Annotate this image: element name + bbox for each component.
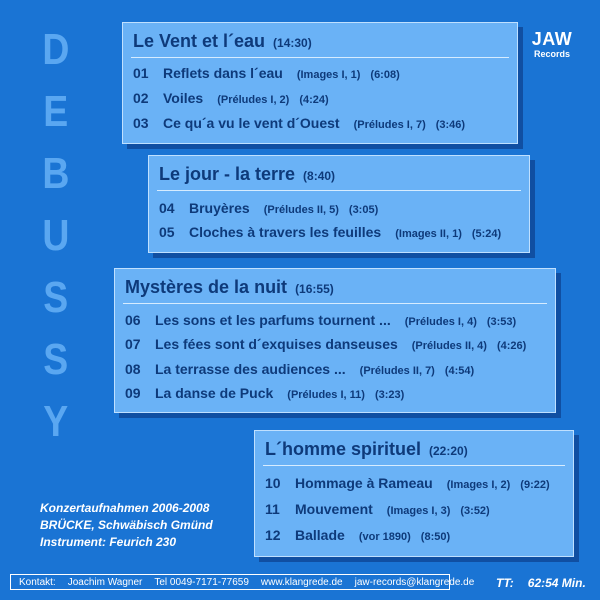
track-title: Mouvement	[295, 501, 373, 517]
track-time: (3:53)	[486, 316, 517, 328]
track-reference: (Préludes I, 4)	[404, 316, 477, 328]
composer-letter: E	[43, 87, 69, 136]
track-time: (8:50)	[420, 531, 451, 543]
section-name: Le jour - la terre	[159, 164, 296, 184]
track-time: (3:46)	[435, 119, 466, 131]
logo-main: JAW	[531, 29, 573, 49]
track-number: 10	[265, 475, 281, 491]
track-title: Ballade	[295, 527, 345, 543]
section-duration: (14:30)	[273, 36, 312, 50]
total-time-label: TT:	[496, 576, 514, 590]
track-row	[265, 501, 490, 517]
divider	[131, 57, 509, 58]
composer-letter: U	[42, 211, 70, 260]
track-number: 04	[159, 200, 175, 216]
track-reference: (Images I, 1)	[296, 69, 361, 81]
track-reference: (Préludes I, 7)	[353, 119, 426, 131]
track-title: Reflets dans l´eau	[163, 65, 283, 81]
track-time: (4:26)	[496, 340, 527, 352]
track-title: Bruyères	[189, 200, 250, 216]
contact-name: Joachim Wagner	[67, 577, 143, 588]
track-title: Voiles	[163, 90, 204, 106]
info-line: BRÜCKE, Schwäbisch Gmünd	[40, 518, 213, 532]
track-title: Cloches à travers les feuilles	[189, 224, 382, 240]
recording-info	[40, 500, 213, 551]
track-reference: (Préludes II, 4)	[411, 340, 487, 352]
track-row	[133, 90, 329, 106]
section-name: Le Vent et l´eau	[133, 31, 266, 51]
section-name: L´homme spirituel	[265, 439, 422, 459]
section-name: Mystères de la nuit	[125, 277, 288, 297]
track-reference: (Préludes II, 7)	[359, 365, 435, 377]
track-number: 07	[125, 336, 141, 352]
total-time-value: 62:54 Min.	[527, 576, 586, 590]
track-row	[265, 527, 450, 543]
track-number: 08	[125, 361, 141, 377]
track-reference: (Images I, 3)	[386, 505, 451, 517]
composer-letter: S	[43, 335, 69, 384]
info-line: Instrument: Feurich 230	[40, 535, 177, 549]
track-number: 06	[125, 312, 141, 328]
logo-sub: Records	[533, 49, 570, 59]
section-box-1	[122, 22, 518, 144]
track-title: Ce qu´a vu le vent d´Ouest	[163, 115, 340, 131]
track-title: Les fées sont d´exquises danseuses	[155, 336, 398, 352]
track-number: 03	[133, 115, 149, 131]
contact-phone: Tel 0049-7171-77659	[154, 577, 249, 588]
track-row	[125, 361, 474, 377]
track-row	[159, 200, 378, 216]
track-row	[133, 115, 465, 131]
divider	[123, 303, 547, 304]
section-title	[125, 277, 334, 298]
section-box-2	[148, 155, 530, 253]
track-time: (3:05)	[348, 204, 379, 216]
track-title: Les sons et les parfums tournent ...	[155, 312, 391, 328]
section-box-3	[114, 268, 556, 413]
track-number: 11	[265, 501, 280, 517]
track-reference: (Préludes II, 5)	[263, 204, 339, 216]
info-line: Konzertaufnahmen 2006-2008	[40, 501, 210, 515]
section-duration: (8:40)	[303, 169, 336, 183]
track-time: (6:08)	[370, 69, 400, 81]
track-reference: (Préludes I, 11)	[287, 389, 365, 401]
track-row	[125, 312, 516, 328]
track-number: 09	[125, 385, 141, 401]
track-title: La terrasse des audiences ...	[155, 361, 346, 377]
track-row	[125, 336, 526, 352]
track-reference: (Images II, 1)	[395, 228, 462, 240]
track-row	[133, 65, 400, 81]
track-number: 02	[133, 90, 149, 106]
contact-website[interactable]: www.klangrede.de	[260, 577, 343, 588]
track-time: (9:22)	[520, 479, 550, 491]
track-reference: (vor 1890)	[358, 531, 411, 543]
composer-letter: D	[42, 25, 70, 74]
section-title	[265, 439, 468, 460]
track-number: 12	[265, 527, 281, 543]
track-time: (5:24)	[471, 228, 502, 240]
section-box-4	[254, 430, 574, 557]
track-number: 05	[159, 224, 175, 240]
track-time: (3:23)	[374, 389, 405, 401]
track-row	[125, 385, 404, 401]
composer-letter: Y	[43, 397, 69, 446]
section-title	[133, 31, 312, 52]
divider	[157, 190, 521, 191]
track-title: La danse de Puck	[155, 385, 274, 401]
track-reference: (Images I, 2)	[446, 479, 511, 491]
track-time: (4:54)	[444, 365, 475, 377]
track-row	[265, 475, 550, 491]
track-time: (3:52)	[460, 505, 490, 517]
section-duration: (22:20)	[429, 444, 468, 458]
contact-email[interactable]: jaw-records@klangrede.de	[354, 577, 475, 588]
section-duration: (16:55)	[295, 282, 334, 296]
track-title: Hommage à Rameau	[295, 475, 433, 491]
composer-letter: S	[43, 273, 69, 322]
track-number: 01	[133, 65, 149, 81]
total-time	[496, 576, 586, 590]
track-time: (4:24)	[299, 94, 329, 106]
composer-name	[34, 25, 78, 462]
label-logo	[528, 30, 576, 59]
track-row	[159, 224, 501, 240]
divider	[263, 465, 565, 466]
contact-bar	[10, 574, 475, 590]
track-reference: (Préludes I, 2)	[217, 94, 290, 106]
contact-label: Kontakt:	[19, 577, 56, 588]
section-title	[159, 164, 335, 185]
composer-letter: B	[42, 149, 70, 198]
